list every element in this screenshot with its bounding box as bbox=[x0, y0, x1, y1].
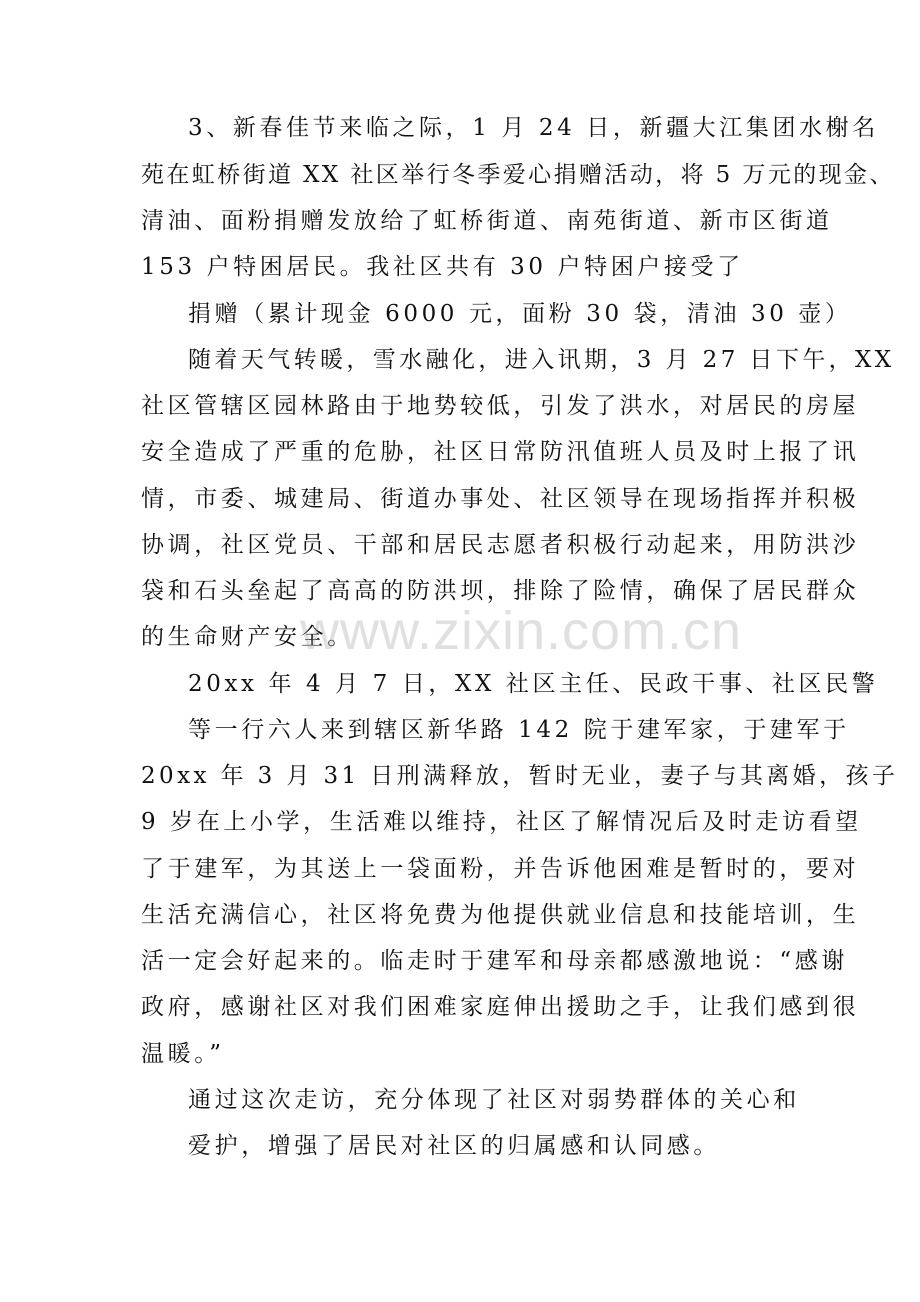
text-line-15: 20xx 年 3 月 31 日刑满释放，暂时无业，妻子与其离婚，孩子 bbox=[141, 763, 899, 789]
text-line-8: 安全造成了严重的危胁，社区日常防汛值班人员及时上报了讯 bbox=[141, 439, 860, 465]
text-line-20: 政府，感谢社区对我们困难家庭伸出援助之手，让我们感到很 bbox=[141, 994, 860, 1020]
text-line-12: 的生命财产安全。 bbox=[141, 624, 354, 650]
watermark-text: www.zixin.com.cn bbox=[300, 601, 743, 661]
text-line-18: 生活充满信心，社区将免费为他提供就业信息和技能培训，生 bbox=[141, 902, 860, 928]
text-line-3: 清油、面粉捐赠发放给了虹桥街道、南苑街道、新市区街道 bbox=[141, 208, 833, 234]
text-line-10: 协调，社区党员、干部和居民志愿者积极行动起来，用防洪沙 bbox=[141, 532, 860, 558]
text-line-13: 20xx 年 4 月 7 日，XX 社区主任、民政干事、社区民警 bbox=[188, 671, 879, 697]
text-line-21: 温暖。” bbox=[141, 1041, 225, 1067]
text-line-17: 了于建军，为其送上一袋面粉，并告诉他困难是暂时的，要对 bbox=[141, 856, 860, 882]
text-line-4: 153 户特困居民。我社区共有 30 户特困户接受了 bbox=[141, 254, 744, 280]
text-line-11: 袋和石头垒起了高高的防洪坝，排除了险情，确保了居民群众 bbox=[141, 578, 860, 604]
text-line-6: 随着天气转暖，雪水融化，进入讯期，3 月 27 日下午，XX bbox=[188, 347, 895, 373]
text-line-2: 苑在虹桥街道 XX 社区举行冬季爱心捐赠活动，将 5 万元的现金、 bbox=[141, 162, 895, 188]
text-line-22: 通过这次走访，充分体现了社区对弱势群体的关心和 bbox=[188, 1087, 800, 1113]
text-line-23: 爱护，增强了居民对社区的归属感和认同感。 bbox=[188, 1133, 720, 1159]
text-line-9: 情，市委、城建局、街道办事处、社区领导在现场指挥并积极 bbox=[141, 486, 860, 512]
text-line-14: 等一行六人来到辖区新华路 142 院于建军家，于建军于 bbox=[188, 717, 850, 743]
text-line-19: 活一定会好起来的。临走时于建军和母亲都感激地说：“感谢 bbox=[141, 948, 848, 974]
text-line-1: 3、新春佳节来临之际，1 月 24 日，新疆大江集团水榭名 bbox=[188, 115, 879, 141]
text-line-5: 捐赠（累计现金 6000 元，面粉 30 袋，清油 30 壶） bbox=[188, 301, 852, 327]
text-line-7: 社区管辖区园林路由于地势较低，引发了洪水，对居民的房屋 bbox=[141, 393, 860, 419]
text-line-16: 9 岁在上小学，生活难以维持，社区了解情况后及时走访看望 bbox=[141, 809, 862, 835]
